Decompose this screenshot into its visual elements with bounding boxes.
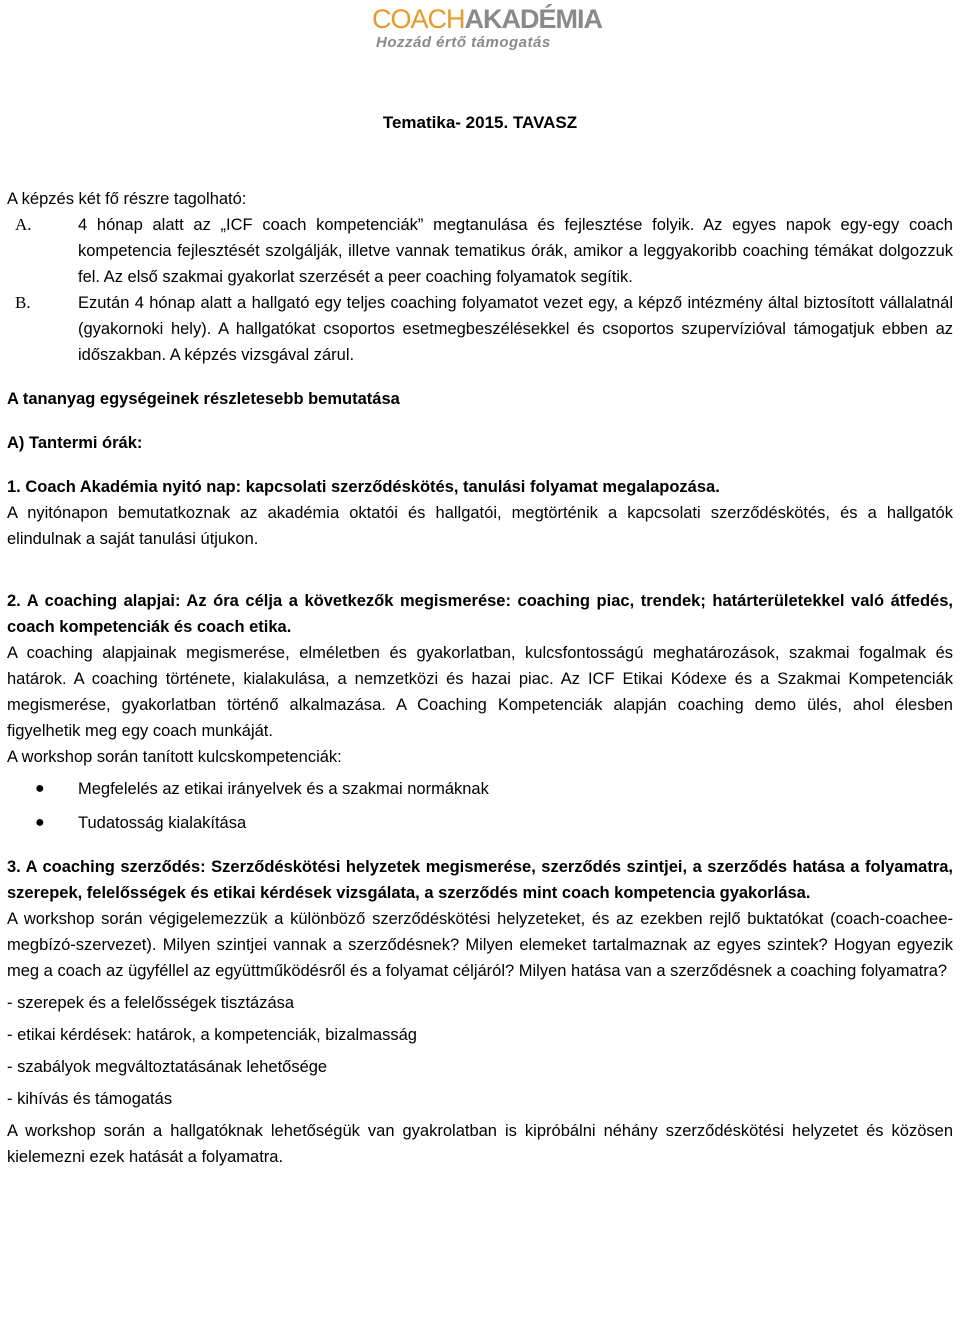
section1-heading: 1. Coach Akadémia nyitó nap: kapcsolati szerződéskötés, tanulási folyamat megalapozása. [7, 478, 720, 496]
section2-workshop-intro: A workshop során tanított kulcskompetenciák: [7, 748, 342, 766]
list-marker-a: A. [15, 215, 32, 234]
list-marker-b: B. [15, 293, 31, 312]
list-item-b [7, 290, 953, 368]
list-item-a [7, 212, 953, 290]
document-body [7, 186, 953, 1170]
competency-list [7, 776, 953, 844]
list-text-a: 4 hónap alatt az „ICF coach kompetenciák” megtanulása és fejlesztése folyik. Az egyes napok egy-egy coach kompetencia fejlesztését szolgálják, illetve vannak tematikus órák, amikor a leggyakoribb coaching témákat dolgozzuk fel. Az első szakmai gyakorlat szerzését a peer coaching folyamatok segítik. [78, 216, 953, 286]
classroom-heading: A) Tantermi órák: [7, 434, 143, 452]
list-item: ● Tudatosság kialakítása [7, 810, 953, 844]
section3-heading: 3. A coaching szerződés: Szerződéskötési helyzetek megismerése, szerződés szintjei, a szerződés hatása a folyamatra, szerepek, felelősségek és etikai kérdések vizsgálata, a szerződés mint coach kompetencia gyakorlása. [7, 858, 953, 902]
logo-tagline: Hozzád értő támogatás [376, 34, 551, 51]
document-title: Tematika- 2015. TAVASZ [382, 113, 578, 132]
detail-heading: A tananyag egységeinek részletesebb bemutatása [7, 390, 400, 408]
section3-body: A workshop során végigelemezzük a különböző szerződéskötési helyzeteket, és az ezekben rejlő buktatókat (coach-coachee-megbízó-szervezet). Milyen szintjei vannak a szerződésnek? Milyen elemeket tartalmaznak az egyes szintek? Hogyan egyezik meg a coach az ügyféllel az együttműködésről és a folyamat céljáról? Milyen hatása van a szerződésnek a coaching folyamatra? [7, 910, 953, 980]
dash-item: - szabályok megváltoztatásának lehetősége [7, 1058, 328, 1076]
list-text-b: Ezután 4 hónap alatt a hallgató egy teljes coaching folyamatot vezet egy, a képző intézmény által biztosított vállalatnál (gyakornoki hely). A hallgatókat csoportos esetmegbeszélésekkel és csoportos szupervízióval támogatjuk ebben az időszakban. A képzés vizsgával zárul. [78, 294, 953, 364]
dash-item: - szerepek és a felelősségek tisztázása [7, 994, 295, 1012]
logo-wordmark: COACHAKADÉMIA [372, 4, 603, 34]
section2-heading: 2. A coaching alapjai: Az óra célja a következők megismerése: coaching piac, trendek; határterületekkel való átfedés, coach kompetenciák és coach etika. [7, 592, 953, 636]
dash-item: - etikai kérdések: határok, a kompetenciák, bizalmasság [7, 1026, 417, 1044]
bullet-icon: ● [35, 780, 45, 797]
dash-item: - kihívás és támogatás [7, 1090, 173, 1108]
section2-body: A coaching alapjainak megismerése, elméletben és gyakorlatban, kulcsfontosságú meghatározások, szakmai fogalmak és határok. A coaching története, kialakulása, a nemzetközi és hazai piac. Az ICF Etikai Kódexe és a Szakmai Kompetenciák megismerése, gyakorlatban történő alkalmazása. A Coaching Kompetenciák alapján coaching demo ülés, ahol élesben figyelhetik meg egy coach munkáját. [7, 644, 953, 740]
intro-text: A képzés két fő részre tagolható: [7, 190, 247, 208]
logo [372, 4, 603, 51]
bullet-icon: ● [35, 814, 45, 831]
section1-body: A nyitónapon bemutatkoznak az akadémia oktatói és hallgatói, megtörténik a kapcsolati szerződéskötés, és a hallgatók elindulnak a saját tanulási útjukon. [7, 504, 953, 548]
list-item: ● Megfelelés az etikai irányelvek és a szakmai normáknak [7, 776, 953, 810]
section3-closing: A workshop során a hallgatóknak lehetőségük van gyakrolatban is kipróbálni néhány szerződéskötési helyzetet és közösen kielemezni ezek hatását a folyamatra. [7, 1122, 953, 1166]
